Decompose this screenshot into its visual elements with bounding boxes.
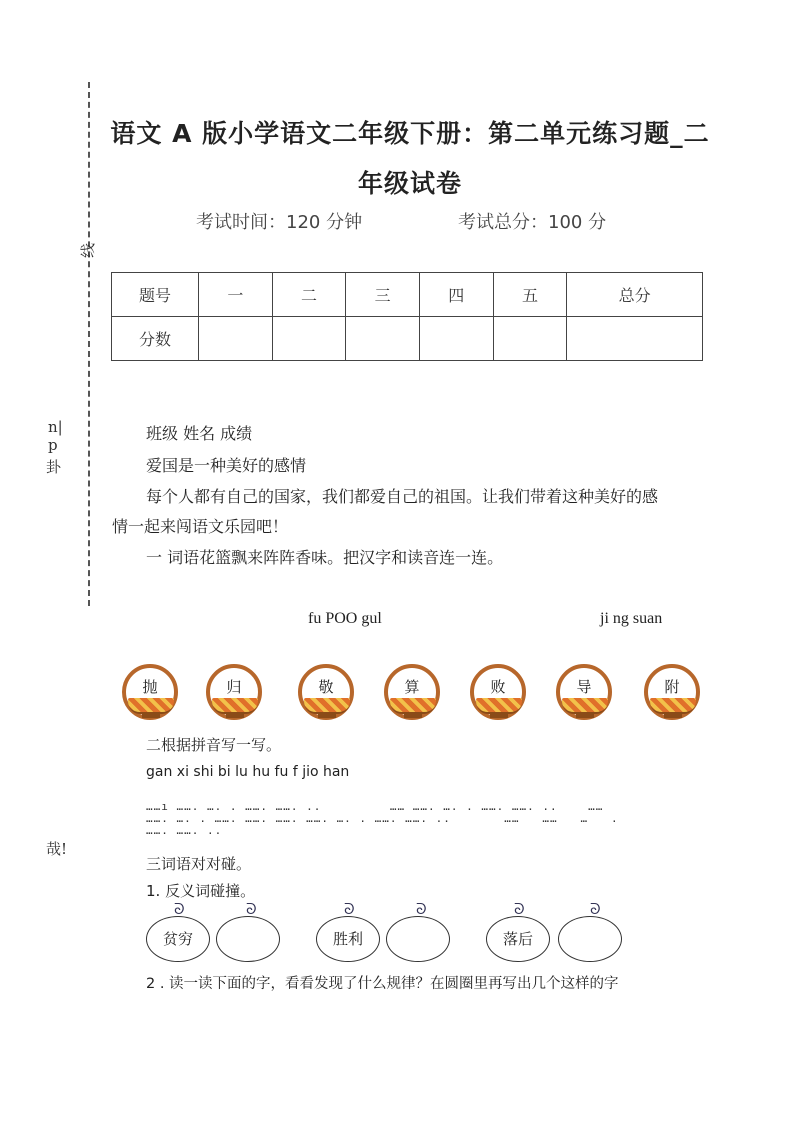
score-entry-cell[interactable] (346, 317, 420, 361)
basket-stand (404, 714, 422, 718)
score-entry-cell[interactable] (567, 317, 703, 361)
table-cell: 总分 (567, 273, 703, 317)
word-bubble (316, 916, 380, 962)
table-row (112, 273, 703, 317)
basket-stand (664, 714, 682, 718)
question-1-heading: 一 词语花篮飘来阵阵香味。把汉字和读音连一连。 (146, 548, 504, 567)
exam-time: 考试时间：120 分钟 (196, 212, 363, 233)
section-3-sub1: 1. 反义词碰撞。 (146, 882, 256, 900)
pinyin-group-right: ji ng suan (600, 610, 663, 627)
pinyin-group-left: fu POO gul (308, 610, 382, 627)
flower-basket[interactable] (384, 664, 442, 728)
score-entry-cell[interactable] (272, 317, 346, 361)
table-cell: 分数 (112, 317, 199, 361)
table-cell: 题号 (112, 273, 199, 317)
table-cell: 四 (419, 273, 493, 317)
table-cell: 二 (272, 273, 346, 317)
basket-bowl-icon (650, 698, 696, 714)
basket-character: 附 (664, 678, 680, 696)
answer-bubble[interactable] (558, 916, 622, 962)
basket-bowl-icon (304, 698, 350, 714)
flower-basket[interactable] (556, 664, 614, 728)
basket-bowl-icon (562, 698, 608, 714)
basket-stand (318, 714, 336, 718)
answer-bubble[interactable] (216, 916, 280, 962)
section-2-heading: 二根据拼音写一写。 (146, 736, 282, 754)
side-fragment: 哉! (46, 840, 68, 858)
side-fragment: p (48, 436, 58, 454)
basket-character: 导 (576, 678, 592, 696)
answer-blank-line[interactable]: ……. ……. .. (146, 824, 223, 837)
hook-icon: ᘐ (344, 900, 355, 918)
basket-bowl-icon (476, 698, 522, 714)
basket-stand (576, 714, 594, 718)
side-label-xian: 线 (79, 242, 98, 259)
basket-character: 抛 (142, 678, 158, 696)
basket-bowl-icon (212, 698, 258, 714)
page-title: 语文 A 版小学语文二年级下册：第二单元练习题_二 (110, 119, 710, 148)
basket-stand (490, 714, 508, 718)
basket-bowl-icon (128, 698, 174, 714)
hook-icon: ᘐ (514, 900, 525, 918)
hook-icon: ᘐ (174, 900, 185, 918)
basket-stand (142, 714, 160, 718)
table-cell: 一 (199, 273, 273, 317)
table-cell: 五 (493, 273, 567, 317)
section-3-sub2: 2 . 读一读下面的字，看看发现了什么规律？在圆圈里再写出几个这样的字 (146, 976, 619, 992)
basket-character: 败 (490, 678, 506, 696)
word-bubble (146, 916, 210, 962)
answer-blank-line[interactable]: ……ı ……. …. . ……. ……. .. …… ……. …. . ……. ……. .. …… (146, 800, 604, 813)
hook-icon: ᘐ (416, 900, 427, 918)
score-table (111, 272, 703, 361)
side-fragment: n| (48, 418, 63, 436)
flower-basket[interactable] (298, 664, 356, 728)
word-bubble (486, 916, 550, 962)
section-3-heading: 三词语对对碰。 (146, 855, 252, 873)
flower-basket[interactable] (644, 664, 702, 728)
word-bubble-text: 胜利 (332, 930, 363, 948)
hook-icon: ᘐ (590, 900, 601, 918)
flower-basket[interactable] (206, 664, 264, 728)
exam-total-score: 考试总分：100 分 (458, 212, 607, 233)
basket-stand (226, 714, 244, 718)
basket-bowl-icon (390, 698, 436, 714)
table-cell: 三 (346, 273, 420, 317)
binding-dashed-line (88, 82, 90, 606)
hook-icon: ᘐ (246, 900, 257, 918)
basket-character: 算 (404, 678, 420, 696)
score-entry-cell[interactable] (493, 317, 567, 361)
theme-line: 爱国是一种美好的感情 (146, 456, 307, 475)
basket-character: 敬 (318, 678, 334, 696)
page-title-line2: 年级试卷 (357, 169, 462, 198)
basket-character: 归 (226, 678, 242, 696)
flower-basket[interactable] (470, 664, 528, 728)
score-entry-cell[interactable] (199, 317, 273, 361)
table-row (112, 317, 703, 361)
student-info-line: 班级 姓名 成绩 (146, 424, 253, 443)
word-bubble-text: 落后 (502, 930, 533, 948)
intro-paragraph: 每个人都有自己的国家，我们都爱自己的祖国。让我们带着这种美好的感 (146, 487, 659, 506)
intro-paragraph-cont: 情一起来闯语文乐园吧！ (112, 517, 289, 536)
word-bubble-text: 贫穷 (162, 930, 193, 948)
section-2-pinyin: gan xi shi bi lu hu fu f jio han (146, 764, 350, 780)
score-entry-cell[interactable] (419, 317, 493, 361)
answer-blank-line[interactable]: ……. …. . ……. ……. ……. ……. …. . ……. ……. .. …… …… … . (146, 812, 619, 825)
side-fragment: 卦 (46, 458, 62, 476)
answer-bubble[interactable] (386, 916, 450, 962)
flower-basket[interactable] (122, 664, 180, 728)
